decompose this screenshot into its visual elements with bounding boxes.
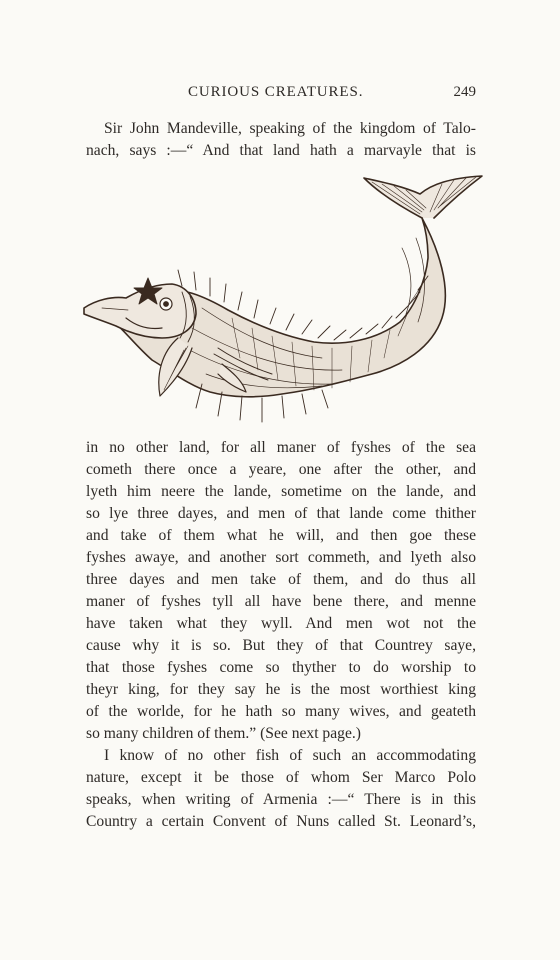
page-number: 249 (453, 84, 476, 100)
text-line: so many children of them.” (See next page.) (86, 725, 361, 742)
text-line: I know of no other fish of such an accommodating (104, 747, 476, 764)
text-line: lyeth him neere the lande, sometime on the lande, and (86, 483, 476, 500)
text-line: have taken what they wyll. And men wot not the (86, 615, 476, 632)
text-line: nach, says :—“ And that land hath a marvayle that is (86, 142, 476, 159)
text-line: nature, except it be those of whom Ser Marco Polo (86, 769, 476, 786)
text-line: maner of fyshes tyll all have bene there, and menne (86, 593, 476, 610)
text-line: cause why it is so. But they of that Countrey saye, (86, 637, 476, 654)
text-line: Sir John Mandeville, speaking of the kingdom of Talo- (104, 120, 476, 137)
fish-engraving-icon (82, 168, 486, 426)
text-line: theyr king, for they say he is the most worthiest king (86, 681, 476, 698)
text-line: three dayes and men take of them, and do thus all (86, 571, 476, 588)
text-line: that those fyshes come so thyther to do worship to (86, 659, 476, 676)
running-title: CURIOUS CREATURES. (188, 84, 364, 100)
text-line: cometh there once a yeare, one after the other, and (86, 461, 476, 478)
text-line: fyshes awaye, and another sort commeth, and lyeth also (86, 549, 476, 566)
text-line: so lye three dayes, and men of that lande come thither (86, 505, 476, 522)
text-line: speaks, when writing of Armenia :—“ There is in this (86, 791, 476, 808)
text-line: in no other land, for all maner of fyshes of the sea (86, 439, 476, 456)
running-header (86, 84, 476, 104)
text-line: Country a certain Convent of Nuns called St. Leonard’s, (86, 813, 476, 830)
text-line: of the worlde, for he hath so many wives, and geateth (86, 703, 476, 720)
text-line: and take of them what he will, and then goe these (86, 527, 476, 544)
